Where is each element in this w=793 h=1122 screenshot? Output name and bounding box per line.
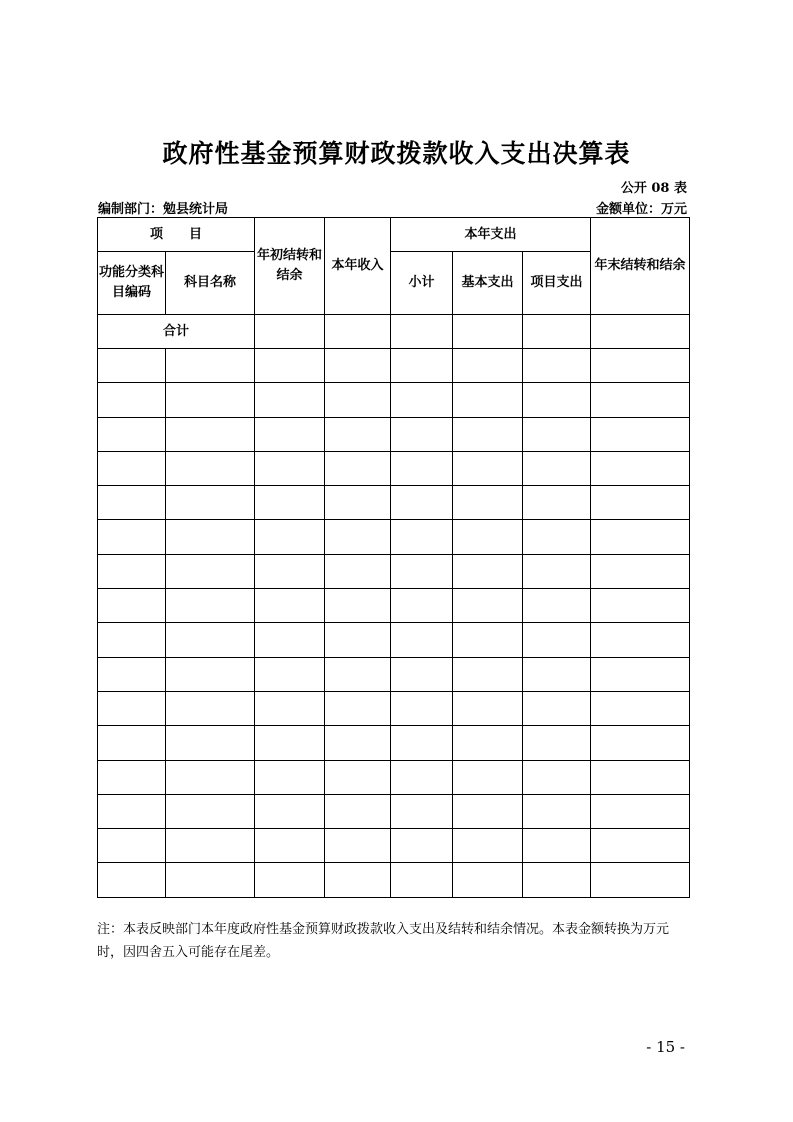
header-func-code: 功能分类科目编码 xyxy=(98,252,166,315)
header-subtotal: 小计 xyxy=(391,252,453,315)
table-row xyxy=(98,726,690,760)
total-cell xyxy=(523,315,591,349)
budget-table xyxy=(97,217,690,898)
table-row xyxy=(98,451,690,485)
compiling-department: 编制部门：勉县统计局 xyxy=(98,202,229,217)
table-row xyxy=(98,417,690,451)
table-row xyxy=(98,863,690,897)
header-end-balance: 年末结转和结余 xyxy=(591,218,690,315)
table-row xyxy=(98,383,690,417)
total-cell xyxy=(391,315,453,349)
total-cell xyxy=(255,315,325,349)
page-title: 政府性基金预算财政拨款收入支出决算表 xyxy=(162,139,631,168)
header-expense: 本年支出 xyxy=(391,218,591,252)
table-row xyxy=(98,349,690,383)
table-row xyxy=(98,623,690,657)
total-row xyxy=(98,315,690,349)
page-number: - 15 - xyxy=(646,1038,685,1056)
amount-unit: 金额单位：万元 xyxy=(595,202,687,217)
table-row xyxy=(98,554,690,588)
total-cell xyxy=(591,315,690,349)
table-row xyxy=(98,829,690,863)
table-row xyxy=(98,589,690,623)
form-number: 公开 08 表 xyxy=(620,181,687,196)
total-cell xyxy=(325,315,391,349)
total-cell xyxy=(453,315,523,349)
header-subject-name: 科目名称 xyxy=(166,252,255,315)
header-income: 本年收入 xyxy=(325,218,391,315)
header-basic: 基本支出 xyxy=(453,252,523,315)
footnote: 注：本表反映部门本年度政府性基金预算财政拨款收入支出及结转和结余情况。本表金额转换为万元时，因四舍五入可能存在尾差。 xyxy=(97,922,670,960)
header-project: 项目支出 xyxy=(523,252,591,315)
table-row xyxy=(98,657,690,691)
header-item: 项 目 xyxy=(98,218,255,252)
table-row xyxy=(98,520,690,554)
empty-rows xyxy=(98,349,690,898)
table-row xyxy=(98,760,690,794)
table-row xyxy=(98,486,690,520)
table-row xyxy=(98,691,690,725)
header-begin-balance: 年初结转和结余 xyxy=(255,218,325,315)
table-row xyxy=(98,794,690,828)
total-label: 合计 xyxy=(98,315,255,349)
